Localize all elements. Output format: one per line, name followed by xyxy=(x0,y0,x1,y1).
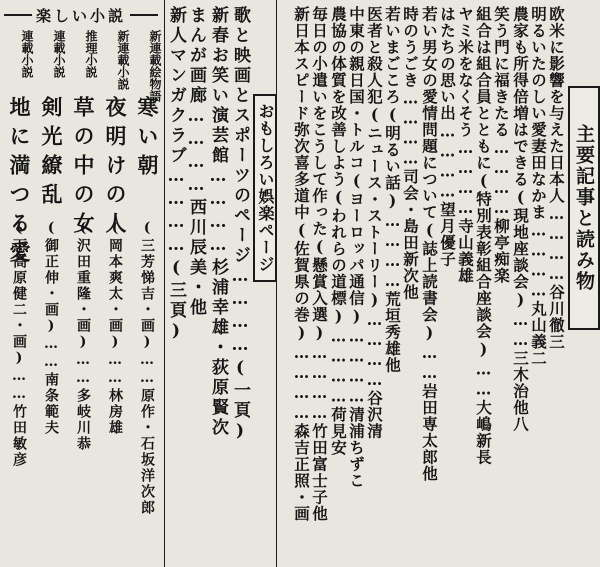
novel-title: 地に満つる愛 xyxy=(7,96,32,270)
main-article-item: 笑う門に福きたる…………柳亭痴楽 xyxy=(492,6,511,284)
main-article-item: 組合は組合員とともに(特別表彰組合座談会)……大嶋新長 xyxy=(474,6,493,466)
main-articles-header-text: 主要記事と読み物 xyxy=(573,124,595,292)
main-article-item: 時のうごき…………司会・島田新次他 xyxy=(401,6,420,301)
novel-credit: (沢田重隆・画)……多岐川恭 xyxy=(75,220,91,452)
entertainment-item: まんが画廊…………西川辰美・他 xyxy=(186,6,206,318)
novel-credit: (御正伸・画)……南条範夫 xyxy=(43,220,59,436)
main-articles-header xyxy=(568,86,600,330)
main-article-item: 明るいたのしい愛妻田なかま…………丸山義二 xyxy=(529,6,548,367)
entertainment-item: 新人マンガクラブ…………(三頁) xyxy=(166,6,186,344)
main-article-item: 中東の親日国・トルコ(ヨーロッパ通信)…………清浦ちずこ xyxy=(347,6,366,489)
novel-credit: (岡本爽太・画)……林房雄 xyxy=(107,220,123,436)
section-divider xyxy=(164,0,165,567)
novel-title: 寒い朝 xyxy=(135,96,160,183)
header-dash xyxy=(4,14,32,16)
fun-novels-header-text: 楽しい小説 xyxy=(36,6,127,25)
main-article-item: ヤミ米をなくそう…………寺山義雄 xyxy=(456,6,475,284)
entertainment-header xyxy=(253,94,277,282)
header-dash xyxy=(130,14,158,16)
main-article-item: はたちの思い出…………望月優子 xyxy=(438,6,457,268)
main-article-item: 農協の体質を改善しよう(われらの道標)…………荷見安 xyxy=(329,6,348,456)
novel-kind-label: 連載小説 xyxy=(20,30,34,78)
novel-title: 草の中の女 xyxy=(71,96,96,241)
novel-kind-label: 新連載絵物語 xyxy=(148,30,162,102)
entertainment-header-text: おもしろい娯楽ページ xyxy=(256,103,275,273)
main-article-item: 毎日の小遣いをこうして作った(懸賞入選)…………竹田富士子他 xyxy=(310,6,329,522)
novel-title: 夜明けの人 xyxy=(103,96,128,241)
fun-novels-header xyxy=(0,4,162,26)
novel-credit: (三芳悌吉・画)……原作・石坂洋次郎 xyxy=(139,220,155,516)
main-article-item: 新日本スピード弥次喜多道中(佐賀県の巻)…………森吉正照・画 xyxy=(292,6,311,522)
novel-kind-label: 新連載小説 xyxy=(116,30,130,90)
entertainment-item: 新春お笑い演芸館…………杉浦幸雄・荻原賢次 xyxy=(208,6,228,438)
novel-kind-label: 連載小説 xyxy=(52,30,66,78)
entertainment-item: 歌と映画とスポーツのページ…………(一頁) xyxy=(230,6,250,444)
main-article-item: 若いまごころ(明るい話)…………荒垣秀雄他 xyxy=(383,6,402,374)
main-article-item: 医者と殺人犯(ニュース・ストーリー)…………谷沢清 xyxy=(365,6,384,440)
section-divider xyxy=(276,0,277,567)
novel-kind-label: 推理小説 xyxy=(84,30,98,78)
novel-title: 剣光繚乱 xyxy=(39,96,64,212)
main-article-item: 若い男女の愛情問題について(誌上読書会)……岩田専太郎他 xyxy=(420,6,439,482)
main-article-item: 農家も所得倍増はできる(現地座談会)……三木治他八 xyxy=(511,6,530,433)
main-article-item: 欧米に影響を与えた日本人…………谷川徹三 xyxy=(547,6,566,350)
novel-credit: (下高原健二・画)……竹田敏彦 xyxy=(11,220,27,468)
